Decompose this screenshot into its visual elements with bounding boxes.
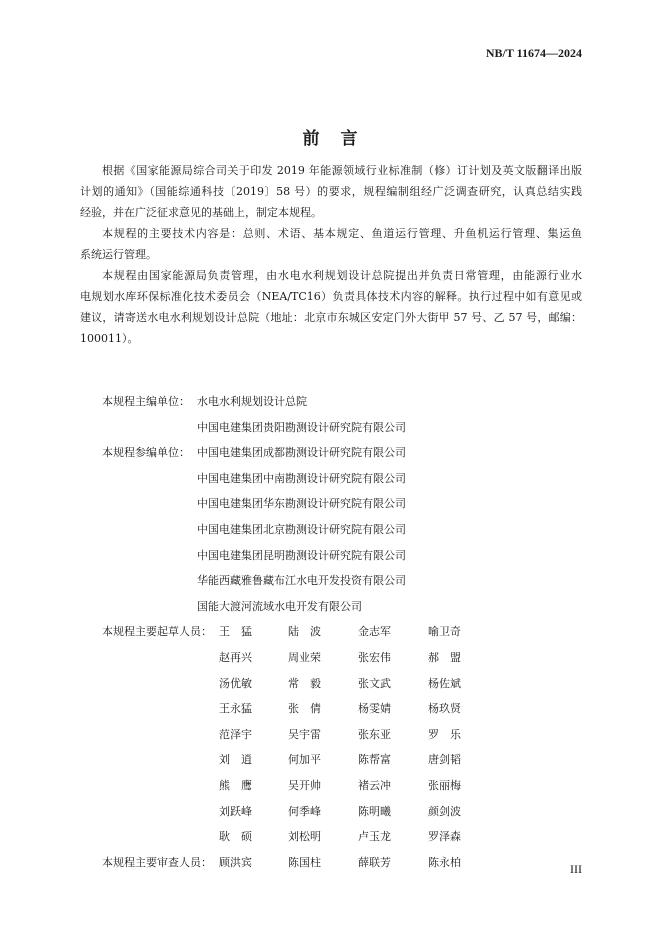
drafter-name: 张文武 xyxy=(358,676,391,690)
text-line: 本规程的主要技术内容是：总则、术语、基本规定、鱼道运行管理、升鱼机运行管理、集运鱼 xyxy=(102,227,582,240)
drafter-name: 陈帮富 xyxy=(358,753,391,767)
drafter-name: 张宏伟 xyxy=(358,650,391,664)
drafter-label: 本规程主要起草人员： xyxy=(102,625,212,639)
participating-unit: 中国电建集团成都勘测设计研究院有限公司 xyxy=(197,446,406,460)
participating-unit-row xyxy=(80,568,582,594)
drafter-name: 杨佐斌 xyxy=(428,676,461,690)
participating-unit-row xyxy=(80,491,582,517)
drafter-name: 卢玉龙 xyxy=(358,830,391,844)
drafter-name: 褚云冲 xyxy=(358,778,391,792)
drafter-name: 赵再兴 xyxy=(219,650,252,664)
participating-unit-label: 本规程参编单位： xyxy=(102,446,190,460)
drafter-name: 刘跃峰 xyxy=(219,804,252,818)
drafter-name: 汤优敏 xyxy=(219,676,252,690)
drafter-name: 金志军 xyxy=(358,625,391,639)
participating-unit: 中国电建集团中南勘测设计研究院有限公司 xyxy=(197,471,406,485)
chief-editor-unit: 中国电建集团贵阳勘测设计研究院有限公司 xyxy=(197,420,406,434)
drafter-row xyxy=(80,799,582,825)
participating-unit-row xyxy=(80,543,582,569)
participating-unit: 华能西藏雅鲁藏布江水电开发投资有限公司 xyxy=(197,574,406,588)
participating-unit: 中国电建集团华东勘测设计研究院有限公司 xyxy=(197,497,406,511)
drafter-name: 喻卫奇 xyxy=(428,625,461,639)
participating-unit: 中国电建集团昆明勘测设计研究院有限公司 xyxy=(197,548,406,562)
participating-unit-row xyxy=(80,440,582,466)
participating-unit-row xyxy=(80,594,582,620)
drafter-row xyxy=(80,671,582,697)
drafter-name: 熊 鹰 xyxy=(219,778,252,792)
drafter-name: 杨玖贤 xyxy=(428,702,461,716)
page-number: III xyxy=(570,862,582,876)
standard-code: NB/T 11674—2024 xyxy=(485,46,582,60)
drafter-name: 耿 硕 xyxy=(219,830,252,844)
drafter-name: 张 倩 xyxy=(288,702,321,716)
paragraph-plan-basis xyxy=(80,160,582,223)
drafter-row xyxy=(80,619,582,645)
text-line: 根据《国家能源局综合司关于印发 2019 年能源领域行业标准制（修）订计划及英文版翻译出版 xyxy=(102,164,582,177)
foreword-body xyxy=(80,160,582,349)
text-line: 100011）。 xyxy=(80,332,139,345)
drafter-name: 范泽宇 xyxy=(219,727,252,741)
reviewer-label: 本规程主要审查人员： xyxy=(102,855,212,869)
drafter-name: 张丽梅 xyxy=(428,778,461,792)
drafter-name: 刘 逍 xyxy=(219,753,252,767)
text-line: 电规划水库环保标准化技术委员会（NEA/TC16）负责具体技术内容的解释。执行过程中如有意见或 xyxy=(80,290,582,303)
text-line: 本规程由国家能源局负责管理，由水电水利规划设计总院提出并负责日常管理，由能源行业水 xyxy=(102,269,582,282)
chief-editor-row xyxy=(80,389,582,415)
drafter-row xyxy=(80,722,582,748)
reviewer-name: 陈国柱 xyxy=(288,855,321,869)
reviewer-name: 顾洪宾 xyxy=(219,855,252,869)
drafter-name: 唐剑韬 xyxy=(428,753,461,767)
drafter-row xyxy=(80,645,582,671)
paragraph-management xyxy=(80,265,582,349)
drafter-name: 陈明曦 xyxy=(358,804,391,818)
reviewer-name: 薛联芳 xyxy=(358,855,391,869)
drafter-name: 罗泽森 xyxy=(428,830,461,844)
reviewer-row xyxy=(80,850,582,876)
drafter-name: 常 毅 xyxy=(288,676,321,690)
drafter-name: 王 猛 xyxy=(219,625,252,639)
drafter-name: 吴宇雷 xyxy=(288,727,321,741)
drafter-name: 罗 乐 xyxy=(428,727,461,741)
drafter-name: 何季峰 xyxy=(288,804,321,818)
drafter-name: 张东亚 xyxy=(358,727,391,741)
participating-unit: 国能大渡河流域水电开发有限公司 xyxy=(197,599,362,613)
drafter-row xyxy=(80,824,582,850)
participating-unit-row xyxy=(80,466,582,492)
paragraph-main-content xyxy=(80,223,582,265)
drafter-row xyxy=(80,696,582,722)
reviewer-name: 陈永柏 xyxy=(428,855,461,869)
drafter-name: 颜剑波 xyxy=(428,804,461,818)
participating-unit-row xyxy=(80,517,582,543)
chief-editor-row xyxy=(80,415,582,441)
text-line: 建议，请寄送水电水利规划设计总院（地址：北京市东城区安定门外大街甲 57 号、乙 57 号，邮编： xyxy=(80,311,582,324)
chief-editor-label: 本规程主编单位： xyxy=(102,395,190,408)
drafter-name: 吴开帅 xyxy=(288,778,321,792)
drafter-row xyxy=(80,747,582,773)
chief-editor-unit: 水电水利规划设计总院 xyxy=(197,395,307,408)
drafter-row xyxy=(80,773,582,799)
drafter-name: 何加平 xyxy=(288,753,321,767)
text-line: 系统运行管理。 xyxy=(80,248,157,261)
drafter-name: 刘松明 xyxy=(288,830,321,844)
contributor-roster xyxy=(80,389,582,875)
drafter-name: 杨雯婧 xyxy=(358,702,391,716)
text-line: 经验，并在广泛征求意见的基础上，制定本规程。 xyxy=(80,206,322,219)
drafter-name: 周业荣 xyxy=(288,650,321,664)
drafter-name: 郝 盟 xyxy=(428,650,461,664)
participating-unit: 中国电建集团北京勘测设计研究院有限公司 xyxy=(197,522,406,536)
text-line: 计划的通知》（国能综通科技〔2019〕58 号）的要求，规程编制组经广泛调查研究，认真总结实践 xyxy=(80,185,582,198)
drafter-name: 陆 波 xyxy=(288,625,321,639)
drafter-name: 王永猛 xyxy=(219,702,252,716)
page-title: 前 言 xyxy=(302,129,360,149)
